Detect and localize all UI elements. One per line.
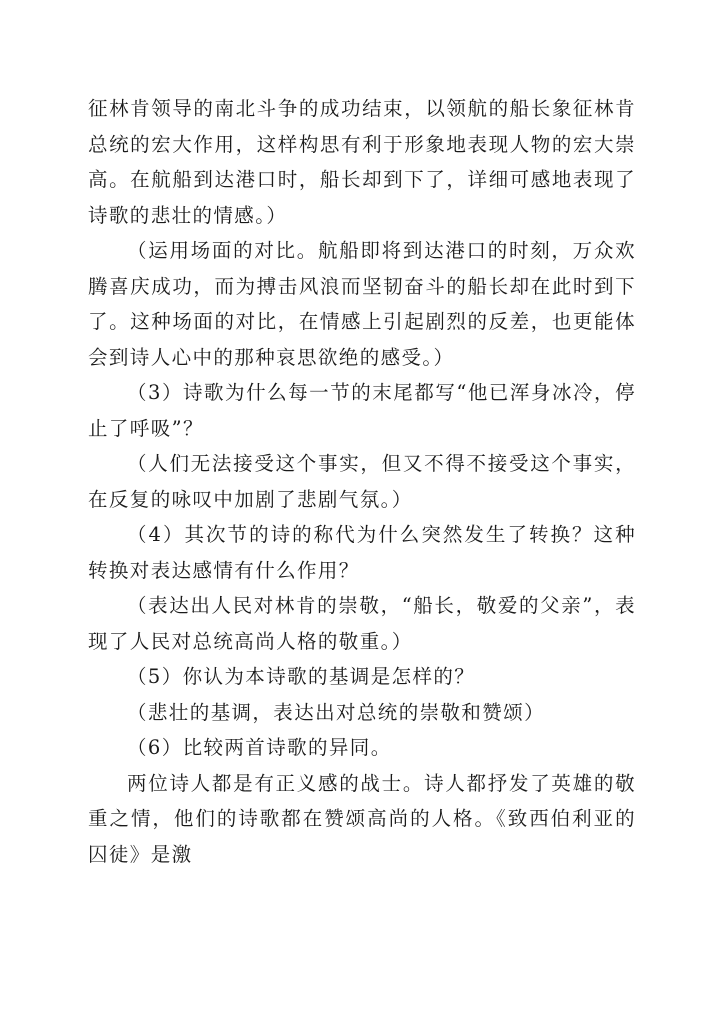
question-3: （3）诗歌为什么每一节的末尾都写“他已浑身冰冷，停止了呼吸”？ (88, 381, 636, 440)
paragraph-scene-contrast: （运用场面的对比。航船即将到达港口的时刻，万众欢腾喜庆成功，而为搏击风浪而坚韧奋斗的船长却在此时到下了。这种场面的对比，在情感上引起剧烈的反差，也更能体会到诗人心中的那种哀思欲绝的感受。） (88, 239, 636, 369)
answer-3: （人们无法接受这个事实，但又不得不接受这个事实，在反复的咏叹中加剧了悲剧气氛。） (88, 452, 636, 511)
answer-5: （悲壮的基调，表达出对总统的崇敬和赞颂） (127, 700, 546, 724)
paragraph-continuation: 征林肯领导的南北斗争的成功结束，以领航的船长象征林肯总统的宏大作用，这样构思有利于形象地表现人物的宏大崇高。在航船到达港口时，船长却到下了，详细可感地表现了诗歌的悲壮的情感。） (88, 97, 636, 227)
question-6: （6）比较两首诗歌的异同。 (127, 736, 392, 759)
answer-4: （表达出人民对林肯的崇敬，“船长，敬爱的父亲”，表现了人民对总统高尚人格的敬重。） (88, 594, 636, 653)
paragraph-comparison: 两位诗人都是有正义感的战士。诗人都抒发了英雄的敬重之情，他们的诗歌都在赞颂高尚的人格。《致西伯利亚的囚徒》是激 (88, 771, 636, 866)
question-5: （5）你认为本诗歌的基调是怎样的？ (127, 665, 476, 688)
question-4: （4）其次节的诗的称代为什么突然发生了转换？这种转换对表达感情有什么作用？ (88, 523, 636, 582)
